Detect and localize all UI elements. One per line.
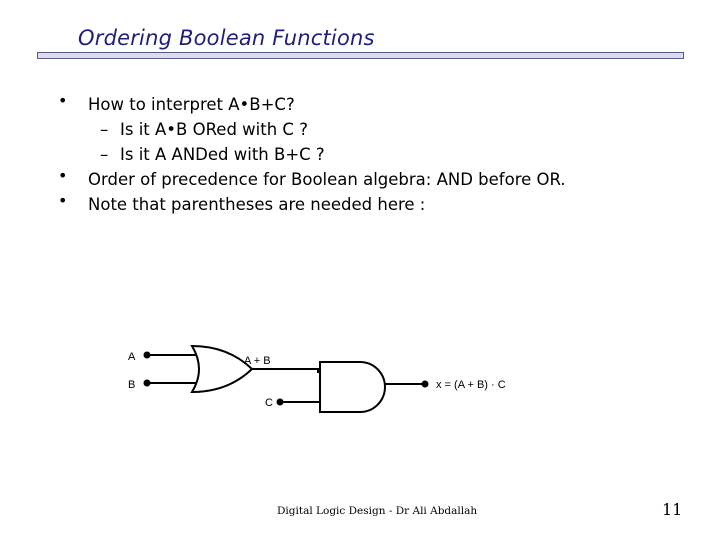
bullet-item — [58, 92, 698, 117]
sub-bullet-item — [58, 142, 698, 167]
logic-circuit-diagram — [120, 340, 540, 420]
output-label: x = (A + B) · C — [436, 379, 506, 391]
bullet-text: Note that parentheses are needed here : — [88, 195, 426, 214]
input-c-label: C — [265, 397, 273, 409]
bullet-text: Order of precedence for Boolean algebra: AND before OR. — [88, 170, 566, 189]
or-gate — [192, 346, 252, 392]
dash-marker: – — [100, 145, 109, 164]
bullet-marker: • — [58, 166, 68, 185]
sub-bullet-text: Is it A•B ORed with C ? — [120, 120, 308, 139]
slide-footer: Digital Logic Design - Dr Ali Abdallah — [277, 505, 478, 517]
page-number: 11 — [662, 500, 683, 519]
bullet-marker: • — [58, 91, 68, 110]
input-a-label: A — [128, 351, 136, 363]
bullet-item — [58, 167, 698, 192]
bullet-text: How to interpret A•B+C? — [88, 95, 295, 114]
input-b-label: B — [128, 379, 136, 391]
sub-bullet-item — [58, 117, 698, 142]
output-node — [422, 381, 429, 388]
and-gate — [320, 362, 385, 412]
bullet-list — [58, 92, 698, 217]
or-output-label: A + B — [244, 355, 271, 367]
title-underline — [37, 52, 684, 59]
sub-bullet-text: Is it A ANDed with B+C ? — [120, 145, 325, 164]
bullet-item — [58, 192, 698, 217]
or-to-and-wire — [252, 369, 325, 372]
slide-title: Ordering Boolean Functions — [78, 26, 375, 50]
dash-marker: – — [100, 120, 109, 139]
bullet-marker: • — [58, 191, 68, 210]
